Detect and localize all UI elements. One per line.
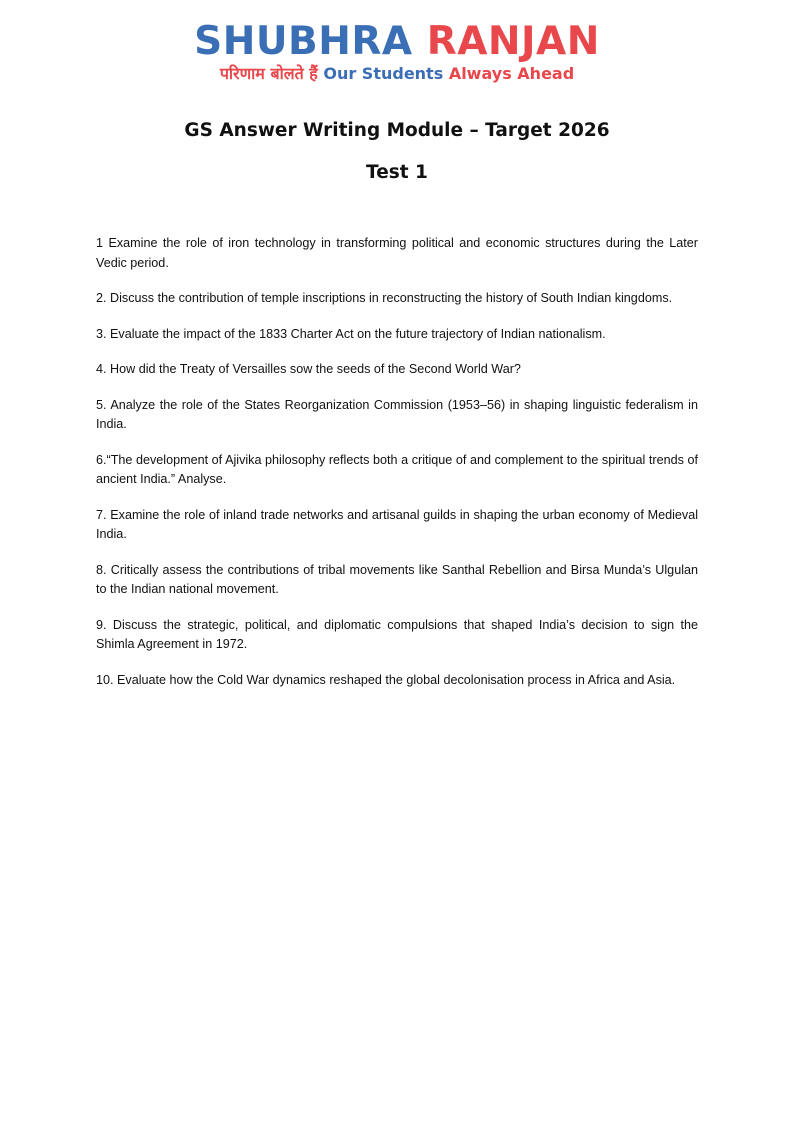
logo-name-first: SHUBHRA [194,19,413,64]
question-9: 9. Discuss the strategic, political, and diplomatic compulsions that shaped India’s decision to sign the Shimla Agreement in 1972. [96,617,698,651]
logo-tagline [0,64,794,84]
logo [0,20,794,84]
question-list [96,234,698,706]
logo-tagline-hindi: परिणाम बोलते हैं [219,64,318,83]
logo-name-second: RANJAN [426,19,600,64]
question-4: 4. How did the Treaty of Versailles sow the seeds of the Second World War? [96,362,521,376]
document-subtitle: Test 1 [366,162,428,183]
question-8: 8. Critically assess the contributions of tribal movements like Santhal Rebellion and Birsa Munda’s Ulgulan to the Indian national movement. [96,562,698,596]
question-5: 5. Analyze the role of the States Reorganization Commission (1953–56) in shaping linguistic federalism in India. [96,397,698,431]
question-1: 1 Examine the role of iron technology in transforming political and economic structures during the Later Vedic period. [96,236,698,270]
question-3: 3. Evaluate the impact of the 1833 Charter Act on the future trajectory of Indian nationalism. [96,326,606,341]
question-2: 2. Discuss the contribution of temple inscriptions in reconstructing the history of South Indian kingdoms. [96,291,673,305]
question-7: 7. Examine the role of inland trade networks and artisanal guilds in shaping the urban economy of Medieval India. [96,507,698,541]
question-10: 10. Evaluate how the Cold War dynamics reshaped the global decolonisation process in Africa and Asia. [96,672,676,687]
logo-name [0,20,794,64]
logo-tagline-ahead: Always Ahead [448,64,575,83]
logo-tagline-students: Our Students [323,64,444,83]
question-6: 6.“The development of Ajivika philosophy reflects both a critique of and complement to the spiritual trends of ancient India.” Analyse. [96,452,698,486]
document-title: GS Answer Writing Module – Target 2026 [184,120,610,141]
